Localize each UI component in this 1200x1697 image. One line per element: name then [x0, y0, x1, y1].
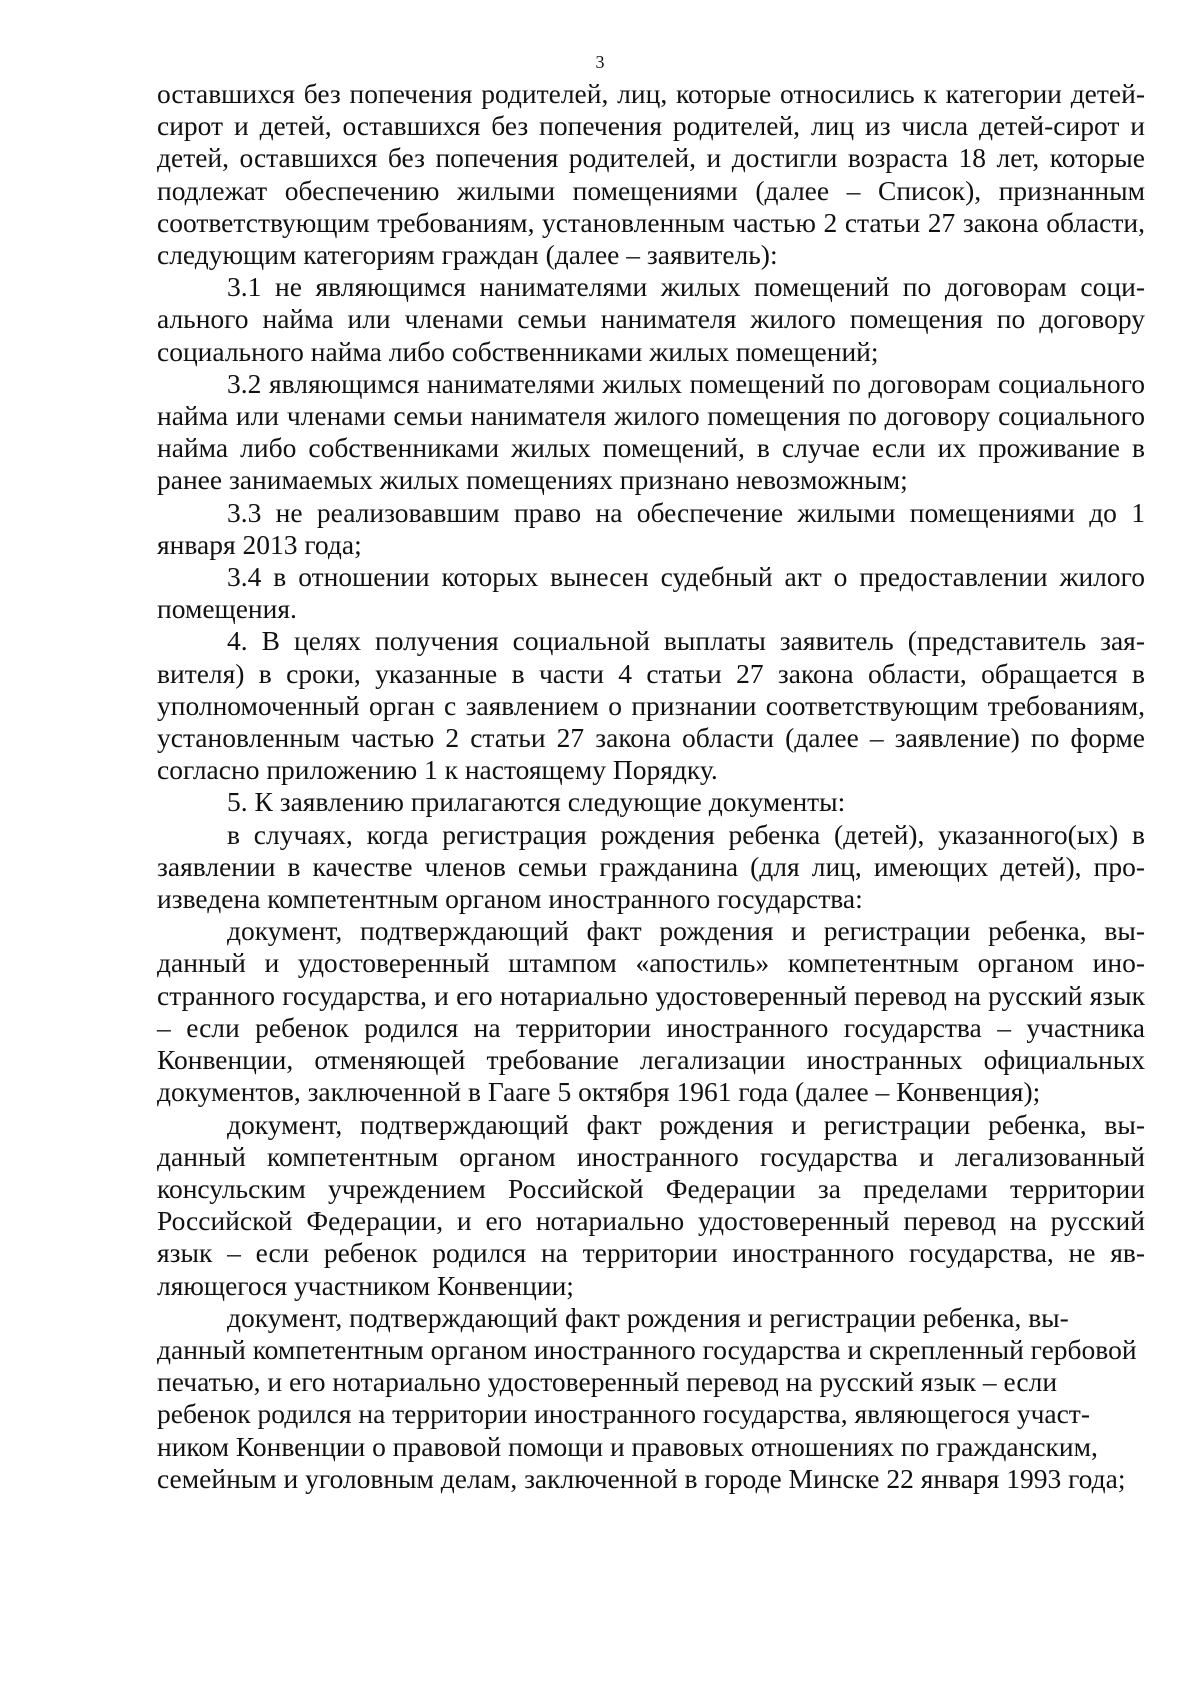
document-body [157, 78, 1145, 1495]
paragraph-apostille-document: документ, подтверждающий факт рождения и регистрации ребенка, выданный и удостоверенный штампом «апостиль» компетентным органом иностранного государства, и его нотариально удостоверенный перевод на русский язык – если ребенок родился на территории иностранного государства – участника Конвенции, отменяющей требование легализации иностранных официальных документов, заключенной в Гааге 5 октября 1961 года (далее – Конвенция); [157, 915, 1145, 1108]
paragraph-foreign-registration: в случаях, когда регистрация рождения ребенка (детей), указанного(ых) в заявлении в качестве членов семьи гражданина (для лиц, имеющих детей), произведена компетентным органом иностранного государства: [157, 818, 1145, 915]
paragraph-legalized-document: документ, подтверждающий факт рождения и регистрации ребенка, выданный компетентным органом иностранного государства и легализованный консульским учреждением Российской Федерации за пределами территории Российской Федерации, и его нотариально удостоверенный перевод на русский язык – если ребенок родился на территории иностранного государства, не являющегося участником Конвенции; [157, 1108, 1145, 1301]
paragraph-item-3-2: 3.2 являющимся нанимателями жилых помещений по договорам социального найма или членами семьи нанимателя жилого помещения по договору социального найма либо собственниками жилых помещений, в случае если их проживание в ранее занимаемых жилых помещениях признано невозможным; [157, 367, 1145, 496]
paragraph-item-3-3: 3.3 не реализовавшим право на обеспечение жилыми помещениями до 1 января 2013 года; [157, 496, 1145, 560]
paragraph-item-4: 4. В целях получения социальной выплаты заявитель (представитель заявителя) в сроки, указанные в части 4 статьи 27 закона области, обращается в уполномоченный орган с заявлением о признании соответствующим требованиям, установленным частью 2 статьи 27 закона области (далее – заявление) по форме согласно приложению 1 к настоящему Порядку. [157, 625, 1145, 786]
paragraph-item-5: 5. К заявлению прилагаются следующие документы: [227, 786, 846, 818]
page-number: 3 [595, 52, 605, 72]
paragraph-list-continuation: оставшихся без попечения родителей, лиц, которые относились к категории детей-сирот и детей, оставшихся без попечения родителей, лиц из числа детей-сирот и детей, оставшихся без попечения родителей, и достигли возраста 18 лет, которые подлежат обеспечению жилыми помещениями (далее – Список), признанным соответствующим требованиям, установленным частью 2 статьи 27 закона области, следующим категориям граждан (далее – заявитель): [157, 78, 1145, 271]
paragraph-minsk-convention-document: документ, подтверждающий факт рождения и регистрации ребенка, выданный компетентным органом иностранного государства и скрепленный гербовой печатью, и его нотариально удостоверенный перевод на русский язык – если ребенок родился на территории иностранного государства, являющегося участником Конвенции о правовой помощи и правовых отношениях по гражданским, семейным и уголовным делам, заключенной в городе Минске 22 января 1993 года; [157, 1301, 1137, 1494]
paragraph-item-3-4: 3.4 в отношении которых вынесен судебный акт о предоставлении жилого помещения. [157, 561, 1145, 625]
paragraph-item-3-1: 3.1 не являющимся нанимателями жилых помещений по договорам социального найма или членами семьи нанимателя жилого помещения по договору социального найма либо собственниками жилых помещений; [157, 271, 1145, 367]
